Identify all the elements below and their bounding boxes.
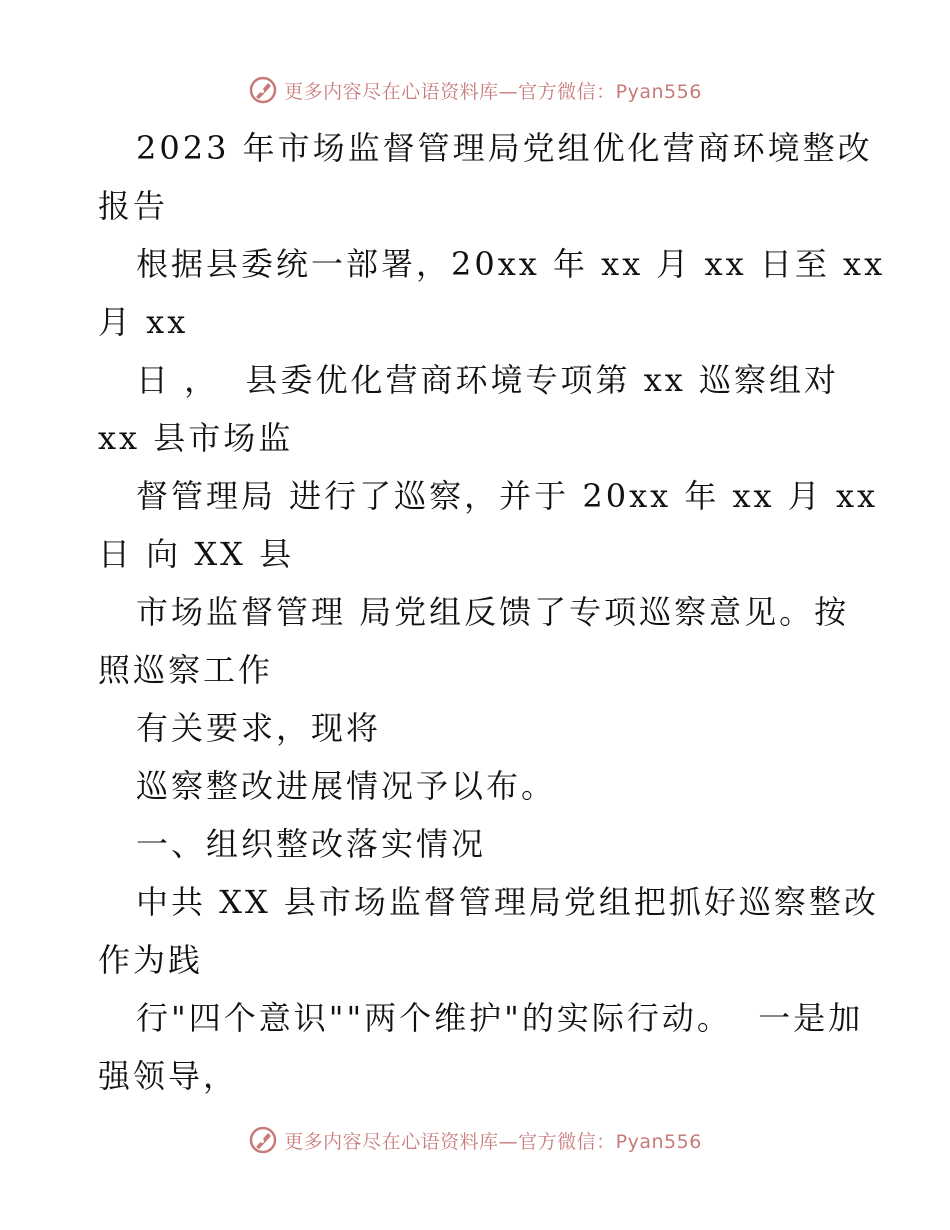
footer-watermark: [0, 1122, 950, 1158]
paragraph-line: 日 ， 县委优化营商环境专项第 xx 巡察组对: [136, 361, 839, 399]
paragraph-line: 中共 XX 县市场监督管理局党组把抓好巡察整改: [136, 883, 879, 921]
paragraph-line: xx 县市场监: [98, 419, 294, 457]
title-line-cont: 报告: [98, 187, 169, 225]
paragraph-line: 有关要求，现将: [136, 709, 382, 747]
paragraph-line: 巡察整改进展情况予以布。: [136, 767, 557, 805]
pen-nib-circle-icon: [248, 75, 278, 105]
paragraph-line: 市场监督管理 局党组反馈了专项巡察意见。按: [136, 593, 850, 631]
paragraph-line: 督管理局 进行了巡察，并于 20xx 年 xx 月 xx: [136, 477, 879, 515]
title-line: 2023 年市场监督管理局党组优化营商环境整改: [136, 129, 873, 167]
header-watermark: [0, 72, 950, 108]
paragraph-line: 行"四个意识""两个维护"的实际行动。 一是加: [136, 999, 864, 1037]
pen-nib-circle-icon: [248, 1125, 278, 1155]
paragraph-line: 作为践: [98, 941, 204, 979]
paragraph-line: 照巡察工作: [98, 651, 274, 689]
section-heading: 一、组织整改落实情况: [136, 825, 487, 863]
paragraph-line: 强领导，: [98, 1057, 239, 1095]
paragraph-line: 月 xx: [98, 303, 189, 341]
paragraph-line: 根据县委统一部署，20xx 年 xx 月 xx 日至 xx: [136, 245, 886, 283]
paragraph-line: 日 向 XX 县: [98, 535, 295, 573]
watermark-text: 更多内容尽在心语资料库—官方微信：Pyan556: [284, 80, 702, 103]
watermark-text: 更多内容尽在心语资料库—官方微信：Pyan556: [284, 1130, 702, 1153]
